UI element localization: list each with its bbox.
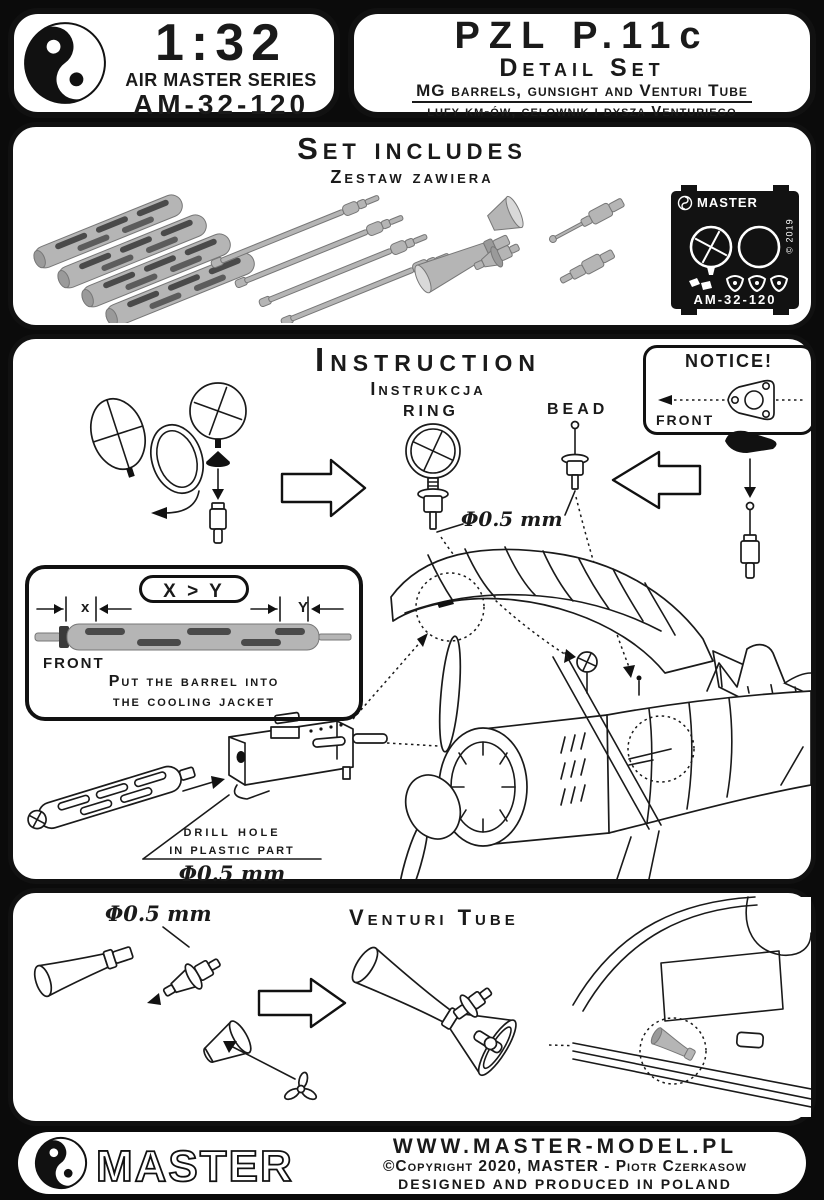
right-arrow	[282, 460, 365, 516]
master-swirl-logo	[22, 20, 108, 106]
footer-brand-wordmark	[94, 1140, 344, 1190]
bead-label: BEAD	[547, 401, 609, 418]
photo-etch-fret	[671, 191, 799, 309]
header-right-box	[348, 8, 816, 118]
venturi-assembled	[341, 934, 522, 1080]
bead-plate-column	[725, 431, 777, 578]
footer-plate	[18, 1132, 806, 1194]
product-code: AM-32-120	[132, 89, 310, 120]
x-dimension-label: x	[81, 599, 90, 616]
venturi-horn	[31, 937, 136, 998]
instruction-title: Instruction	[315, 341, 541, 378]
aircraft-drawing	[391, 547, 811, 879]
xy-rule-box	[25, 565, 363, 721]
set-includes-subtitle: Zestaw zawiera	[330, 167, 494, 187]
venturi-connector-pin	[158, 950, 226, 1005]
footer-text-block	[338, 1135, 792, 1193]
notice-front-label: FRONT	[656, 412, 715, 428]
gunsight-pin-diameter: Φ0.5 mm	[461, 507, 563, 531]
gunsight-pins	[547, 196, 626, 287]
bead-sight-part	[562, 422, 588, 516]
instruction-subtitle: Instrukcja	[370, 379, 486, 399]
footer-brand-text: MASTER	[96, 1142, 294, 1190]
instruction-section	[8, 334, 816, 884]
kit-description-pl: lufy km-ów, celownik i dysza Venturiego	[427, 103, 737, 120]
y-dimension-label: Y	[298, 599, 309, 616]
fret-brand-label: MASTER	[697, 195, 758, 210]
footer-website: WWW.MASTER-MODEL.PL	[392, 1135, 738, 1158]
notice-title: NOTICE!	[685, 351, 773, 371]
footer-master-logo-mark	[34, 1136, 88, 1190]
barrel-caption-line1: Put the barrel into	[108, 673, 280, 690]
fret-year-label: © 2019	[784, 218, 795, 254]
left-arrow	[613, 452, 700, 508]
kit-title: PZL P.11c	[454, 15, 710, 57]
fret-code-label: AM-32-120	[693, 292, 777, 307]
venturi-diameter: Φ0.5 mm	[105, 901, 212, 926]
drill-diameter: Φ0.5 mm	[178, 861, 286, 886]
venturi-title: Venturi Tube	[349, 905, 519, 930]
footer-copyright: ©Copyright 2020, MASTER - Piotr Czerkasow	[383, 1158, 747, 1175]
venturi-right-arrow	[259, 979, 345, 1027]
series-label: AIR MASTER SERIES	[125, 70, 317, 90]
drill-note-line2: in plastic part	[169, 841, 295, 858]
drill-note-line1: drill hole	[183, 823, 281, 840]
barrel-caption-line2: the cooling jacket	[112, 693, 276, 710]
footer-made-in: DESIGNED AND PRODUCED IN POLAND	[398, 1176, 732, 1192]
footer-bar	[0, 1128, 824, 1200]
venturi-parts	[412, 194, 527, 294]
header-left-box	[8, 8, 340, 118]
fuselage-closeup	[573, 897, 811, 1117]
ring-label: RING	[403, 403, 459, 420]
set-includes-section	[8, 122, 816, 330]
ring-sight-part	[404, 422, 463, 532]
xy-formula: X > Y	[139, 575, 249, 603]
notice-box	[643, 345, 815, 435]
xy-front-label: FRONT	[43, 655, 105, 672]
set-includes-title: Set includes	[297, 131, 527, 166]
kit-subtitle: Detail Set	[499, 54, 665, 82]
kit-description-en: MG barrels, gunsight and Venturi Tube	[412, 81, 752, 103]
venturi-section	[8, 888, 816, 1126]
scale-label: 1:32	[154, 14, 288, 72]
